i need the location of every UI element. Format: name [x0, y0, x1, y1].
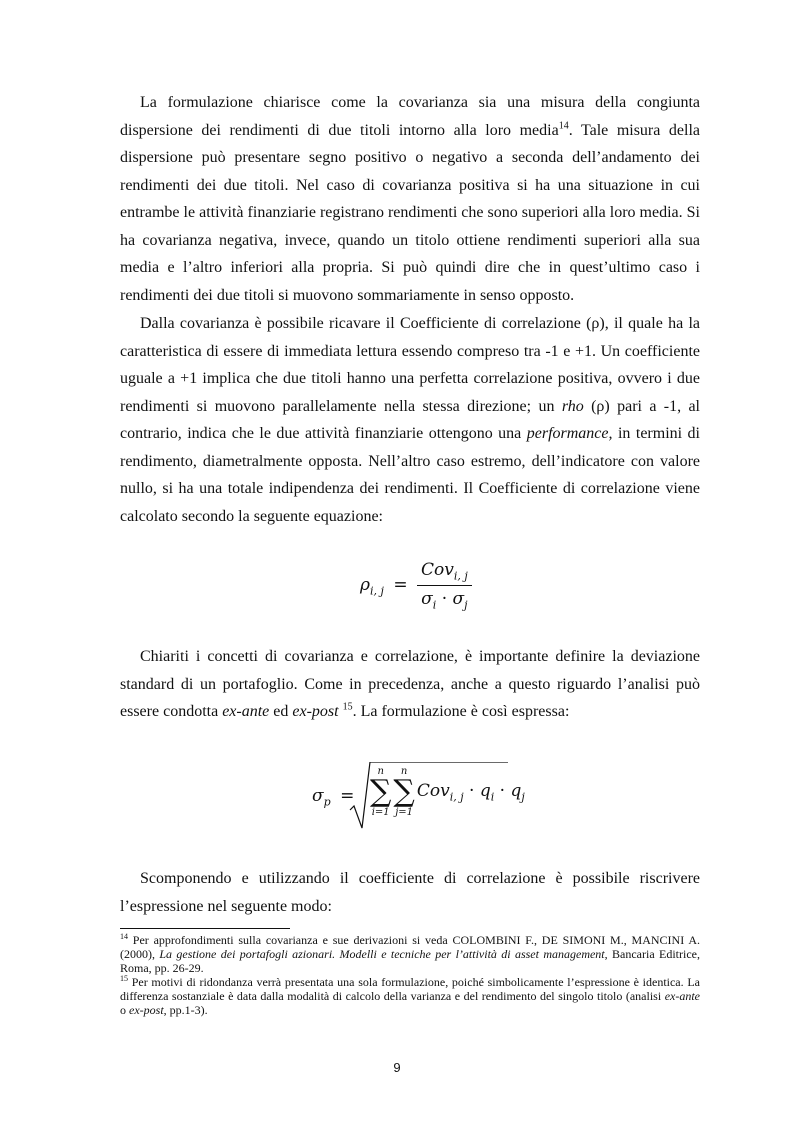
summation-i: n ∑ i=1 [370, 766, 392, 818]
footnote-separator [120, 928, 290, 929]
page-number: 9 [393, 1060, 401, 1075]
ex-ante-italic: ex-ante [222, 703, 270, 720]
footnotes [120, 933, 700, 1017]
eq2-term: $Cov_{i, j} \cdot q_i \cdot q_j$ [416, 780, 525, 804]
paragraph-standard-deviation [120, 643, 700, 726]
paragraph-text: . La formulazione è così espressa: [352, 703, 570, 720]
rho-italic: rho [561, 397, 584, 415]
paragraph-text: Scomponendo e utilizzando il coefficiente di correlazione è possibile riscrivere l’espressione nel seguente modo: [120, 870, 700, 915]
eq1-numerator: Cov$_{i, j}$ [417, 560, 472, 586]
eq1-fraction [417, 560, 472, 612]
eq1-lhs: $\rho_{i, j}$ [360, 575, 384, 598]
paragraph-correlation [120, 310, 700, 530]
paragraph-covariance [120, 89, 700, 309]
eq2-radicand [370, 766, 525, 818]
footnote-ref-14[interactable]: 14 [558, 120, 569, 132]
eq1-equals: = [393, 575, 408, 596]
footnote-ref-15[interactable]: 15 [342, 701, 353, 713]
footnote-15: $^{15}$ Per motivi di ridondanza verrà presentata una sola formulazione, poiché simbolicamente l’espressione è identica. La differenza sostanziale è data dalla modalità di calcolo della varianza e del rendimento del singolo titolo (analisi ex-ante o ex-post, pp.1-3). [120, 974, 700, 1017]
paragraph-text: (ρ) pari a -1, al contrario, indica che le due attività finanziarie ottengono una [120, 397, 701, 442]
ex-post-italic: ex-post [292, 703, 339, 720]
performance-italic: performance, [526, 425, 613, 442]
paragraph-text: in termini di rendimento, diametralmente opposta. Nell’altro caso estremo, dell’indicatore con valore nullo, si ha una totale indipendenza dei rendimenti. Il Coefficiente di correlazione viene calcolato secondo la seguente equazione: [120, 425, 700, 525]
paragraph-text: Chiariti i concetti di covarianza e correlazione, è importante definire la deviazione standard di un portafoglio. Come in precedenza, anche a questo riguardo l’analisi può essere condotta [120, 648, 700, 720]
eq1-denominator: $\sigma_i \cdot \sigma_j$ [421, 589, 468, 612]
summation-j: n ∑ j=1 [393, 766, 415, 818]
eq2-lhs: $\sigma_p$ = [312, 786, 355, 809]
paragraph-text: . Tale misura della dispersione può presentare segno positivo o negativo a seconda dell’andamento dei rendimenti dei due titoli. Nel caso di covarianza positiva si ha una situazione in cui entrambe le attività finanziarie registrano rendimenti che sono superiori alla loro media. Si ha covarianza negativa, invece, quando un titolo ottiene rendimenti superiori alla sua media e l’altro inferiori alla propria. Si può quindi dire che in quest’ultimo caso i rendimenti dei due titoli si muovono sommariamente in senso opposto. [120, 121, 701, 304]
paragraph-text: Dalla covarianza è possibile ricavare il Coefficiente di correlazione (ρ), il quale ha la caratteristica di essere di immediata lettura essendo compreso tra -1 e +1. Un coefficiente uguale a +1 implica che due titoli hanno una perfetta correlazione positiva, ovvero i due rendimenti si muovono parallelamente nella stessa direzione; un [120, 315, 700, 415]
paragraph-decomposition [120, 865, 700, 920]
correlation-equation [360, 560, 472, 612]
paragraph-text: La formulazione chiarisce come la covarianza sia una misura della congiunta dispersione dei rendimenti di due titoli intorno alla loro media [120, 94, 700, 139]
footnote-14: $^{14}$ Per approfondimenti sulla covarianza e sue derivazioni si veda COLOMBINI F., DE SIMONI M., MANCINI A. (2000), La gestione dei portafogli azionari. Modelli e tecniche per l’attività di asset management, Bancaria Editrice, Roma, pp. 26-29. [120, 932, 701, 975]
paragraph-text: ed [269, 703, 293, 720]
